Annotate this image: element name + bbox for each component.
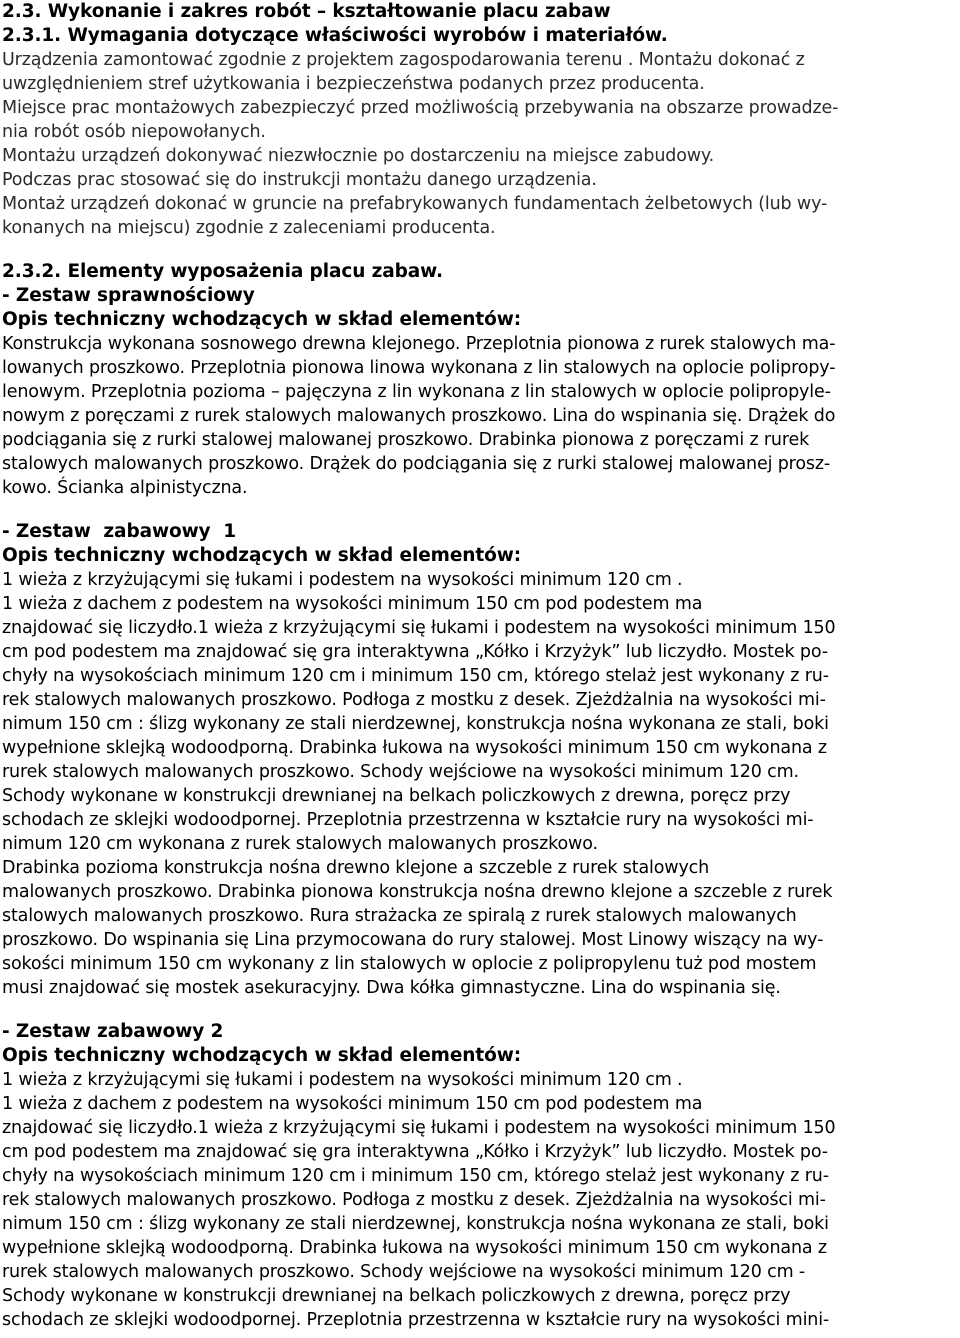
body-line: 1 wieża z dachem z podestem na wysokości minimum 150 cm pod podestem ma: [2, 1094, 703, 1114]
body-line: sokości minimum 150 cm wykonany z lin stalowych w oplocie z polipropylenu tuż pod mostem: [2, 954, 817, 974]
equipment-set-fitness: [2, 284, 960, 500]
body-line: lowanych proszkowo. Przeplotnia pionowa linowa wykonana z lin stalowych na oplocie polipropy-: [2, 358, 836, 378]
body-line: 1 wieża z krzyżującymi się łukami i podestem na wysokości minimum 120 cm .: [2, 1070, 683, 1090]
body-line: 1 wieża z krzyżującymi się łukami i podestem na wysokości minimum 120 cm .: [2, 570, 683, 590]
set-name: - Zestaw zabawowy 1: [2, 521, 236, 542]
body-line: Urządzenia zamontować zgodnie z projektem zagospodarowania terenu . Montażu dokonać z: [2, 50, 805, 70]
body-line: wypełnione sklejką wodoodporną. Drabinka łukowa na wysokości minimum 150 cm wykonana z: [2, 738, 827, 758]
body-line: Podczas prac stosować się do instrukcji montażu danego urządzenia.: [2, 170, 597, 190]
body-line: lenowym. Przeplotnia pozioma – pajęczyna z lin wykonana z lin stalowych w oplocie polipropyle-: [2, 382, 831, 402]
section-2-3-1-title: 2.3.1. Wymagania dotyczące właściwości wyrobów i materiałów.: [2, 25, 668, 46]
body-line: rurek stalowych malowanych proszkowo. Schody wejściowe na wysokości minimum 120 cm -: [2, 1262, 806, 1282]
body-line: znajdować się liczydło.1 wieża z krzyżującymi się łukami i podestem na wysokości minimum 150: [2, 618, 836, 638]
body-line: Montaż urządzeń dokonać w gruncie na prefabrykowanych fundamentach żelbetowych (lub wy-: [2, 194, 828, 214]
section-2-3-1-body: [2, 48, 960, 240]
equipment-set-play-2: [2, 1020, 960, 1332]
body-line: Schody wykonane w konstrukcji drewnianej na belkach policzkowych z drewna, poręcz przy: [2, 786, 791, 806]
body-line: nowym z poręczami z rurek stalowych malowanych proszkowo. Lina do wspinania się. Drążek do: [2, 406, 836, 426]
body-line: znajdować się liczydło.1 wieża z krzyżującymi się łukami i podestem na wysokości minimum 150: [2, 1118, 836, 1138]
body-line: chyły na wysokościach minimum 120 cm i minimum 150 cm, którego stelaż jest wykonany z ru-: [2, 666, 829, 686]
body-line: wypełnione sklejką wodoodporną. Drabinka łukowa na wysokości minimum 150 cm wykonana z: [2, 1238, 827, 1258]
body-line: uwzględnieniem stref użytkowania i bezpieczeństwa podanych przez producenta.: [2, 74, 705, 94]
body-line: Montażu urządzeń dokonywać niezwłocznie po dostarczeniu na miejsce zabudowy.: [2, 146, 715, 166]
body-line: konanych na miejscu) zgodnie z zaleceniami producenta.: [2, 218, 496, 238]
set-description-title: Opis techniczny wchodzących w skład elementów:: [2, 309, 521, 330]
body-line: kowo. Ścianka alpinistyczna.: [2, 478, 248, 498]
body-line: stalowych malowanych proszkowo. Drążek do podciągania się z rurki stalowej malowanej prosz-: [2, 454, 831, 474]
section-2-3-title: 2.3. Wykonanie i zakres robót – kształtowanie placu zabaw: [2, 1, 611, 22]
body-line: cm pod podestem ma znajdować się gra interaktywna „Kółko i Krzyżyk” lub liczydło. Mostek po-: [2, 1142, 828, 1162]
body-line: rek stalowych malowanych proszkowo. Podłoga z mostku z desek. Zjeżdżalnia na wysokości mi-: [2, 690, 826, 710]
body-line: proszkowo. Do wspinania się Lina przymocowana do rury stalowej. Most Linowy wiszący na wy-: [2, 930, 824, 950]
body-line: schodach ze sklejki wodoodpornej. Przeplotnia przestrzenna w kształcie rury na wysokości mini-: [2, 1310, 830, 1330]
body-line: rek stalowych malowanych proszkowo. Podłoga z mostku z desek. Zjeżdżalnia na wysokości mi-: [2, 1190, 826, 1210]
body-line: podciągania się z rurki stalowej malowanej proszkowo. Drabinka pionowa z poręczami z rurek: [2, 430, 810, 450]
equipment-set-play-1: [2, 520, 960, 1000]
set-name: - Zestaw zabawowy 2: [2, 1021, 224, 1042]
body-line: musi znajdować się mostek asekuracyjny. Dwa kółka gimnastyczne. Lina do wspinania się.: [2, 978, 781, 998]
body-line: nimum 150 cm : ślizg wykonany ze stali nierdzewnej, konstrukcja nośna wykonana ze stali, boki: [2, 714, 829, 734]
set-description-title: Opis techniczny wchodzących w skład elementów:: [2, 1045, 521, 1066]
body-line: 1 wieża z dachem z podestem na wysokości minimum 150 cm pod podestem ma: [2, 594, 703, 614]
body-line: malowanych proszkowo. Drabinka pionowa konstrukcja nośna drewno klejone a szczeble z rurek: [2, 882, 833, 902]
spacer: [2, 240, 960, 260]
body-line: Schody wykonane w konstrukcji drewnianej na belkach policzkowych z drewna, poręcz przy: [2, 1286, 791, 1306]
body-line: rurek stalowych malowanych proszkowo. Schody wejściowe na wysokości minimum 120 cm.: [2, 762, 799, 782]
section-2-3-2: [2, 260, 960, 1332]
body-line: nia robót osób niepowołanych.: [2, 122, 266, 142]
body-line: Drabinka pozioma konstrukcja nośna drewno klejone a szczeble z rurek stalowych: [2, 858, 710, 878]
body-line: Miejsce prac montażowych zabezpieczyć przed możliwością przebywania na obszarze prowadze-: [2, 98, 839, 118]
set-description-title: Opis techniczny wchodzących w skład elementów:: [2, 545, 521, 566]
body-line: cm pod podestem ma znajdować się gra interaktywna „Kółko i Krzyżyk” lub liczydło. Mostek po-: [2, 642, 828, 662]
body-line: nimum 120 cm wykonana z rurek stalowych malowanych proszkowo.: [2, 834, 598, 854]
body-line: schodach ze sklejki wodoodpornej. Przeplotnia przestrzenna w kształcie rury na wysokości mi-: [2, 810, 814, 830]
section-2-3-2-title: 2.3.2. Elementy wyposażenia placu zabaw.: [2, 261, 443, 282]
body-line: stalowych malowanych proszkowo. Rura strażacka ze spiralą z rurek stalowych malowanych: [2, 906, 797, 926]
spacer: [2, 500, 960, 520]
spacer: [2, 1000, 960, 1020]
body-line: chyły na wysokościach minimum 120 cm i minimum 150 cm, którego stelaż jest wykonany z ru-: [2, 1166, 829, 1186]
set-name: - Zestaw sprawnościowy: [2, 285, 255, 306]
body-line: nimum 150 cm : ślizg wykonany ze stali nierdzewnej, konstrukcja nośna wykonana ze stali, boki: [2, 1214, 829, 1234]
body-line: Konstrukcja wykonana sosnowego drewna klejonego. Przeplotnia pionowa z rurek stalowych ma-: [2, 334, 836, 354]
section-2-3: [2, 0, 960, 240]
